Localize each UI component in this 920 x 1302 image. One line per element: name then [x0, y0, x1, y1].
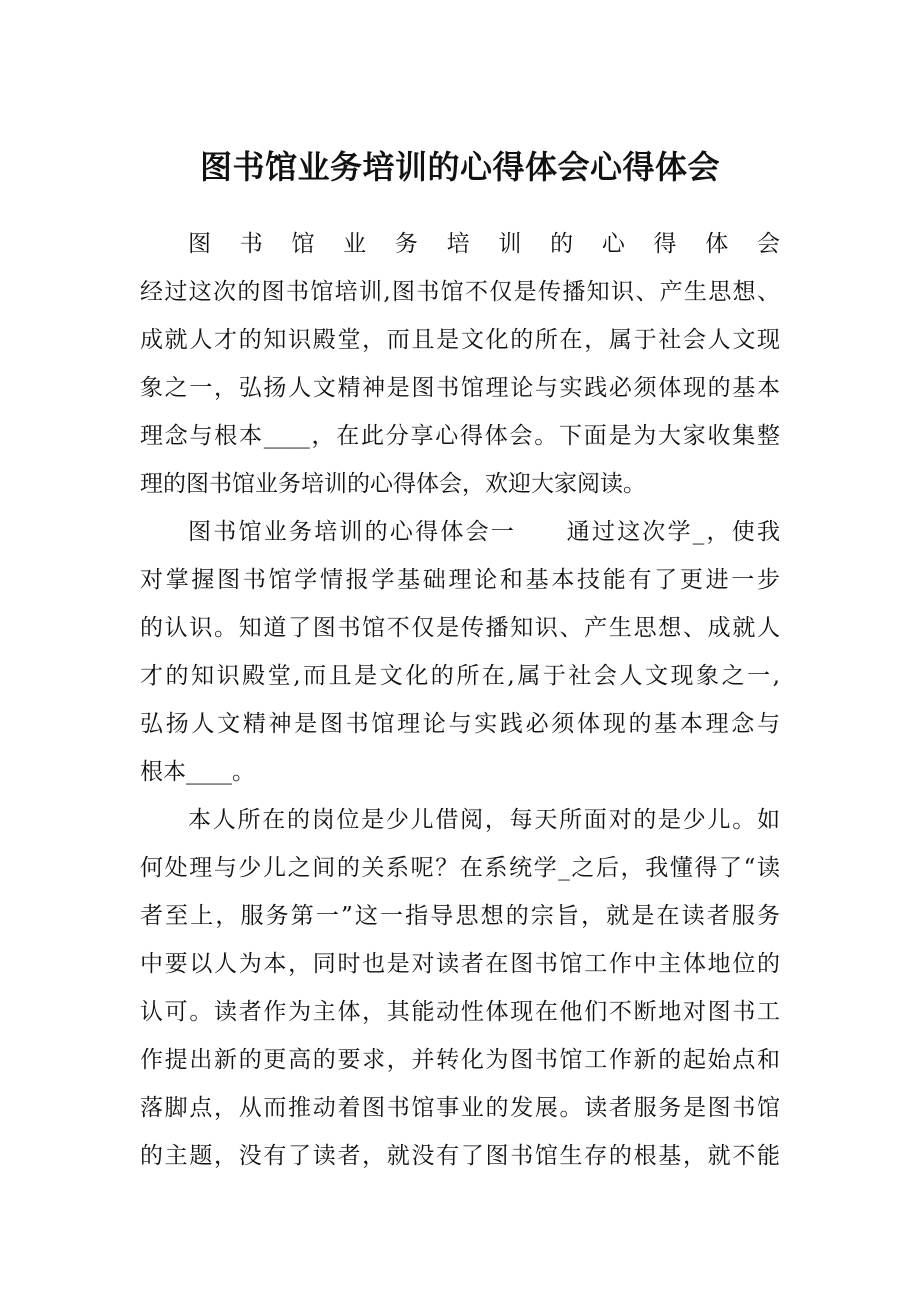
- body-line: 的主题，没有了读者，就没有了图书馆生存的根基，就不能: [140, 1143, 780, 1169]
- body-line: 图书馆业务培训的心得体会一 通过这次学_，使我: [188, 519, 780, 545]
- body-line: 才的知识殿堂,而且是文化的所在,属于社会人文现象之一,: [140, 663, 780, 689]
- body-line: 者至上，服务第一”这一指导思想的宗旨，就是在读者服务: [140, 903, 780, 929]
- body-line: 认可。读者作为主体，其能动性体现在他们不断地对图书工: [140, 999, 780, 1025]
- body-line: 理念与根本____，在此分享心得体会。下面是为大家收集整: [140, 423, 780, 449]
- body-line: 的认识。知道了图书馆不仅是传播知识、产生思想、成就人: [140, 615, 780, 641]
- body-line: 弘扬人文精神是图书馆理论与实践必须体现的基本理念与: [140, 711, 780, 737]
- body-line: 对掌握图书馆学情报学基础理论和基本技能有了更进一步: [140, 567, 780, 593]
- body-line: 何处理与少儿之间的关系呢？在系统学_之后，我懂得了“读: [140, 855, 780, 881]
- body-line: 象之一，弘扬人文精神是图书馆理论与实践必须体现的基本: [140, 375, 780, 401]
- document-body: [140, 220, 780, 1180]
- body-line: 落脚点，从而推动着图书馆事业的发展。读者服务是图书馆: [140, 1095, 780, 1121]
- body-line: 本人所在的岗位是少儿借阅，每天所面对的是少儿。如: [188, 807, 780, 833]
- body-line: 成就人才的知识殿堂，而且是文化的所在，属于社会人文现: [140, 327, 780, 353]
- document-title: 图书馆业务培训的心得体会心得体会: [199, 148, 720, 186]
- body-line: 经过这次的图书馆培训,图书馆不仅是传播知识、产生思想、: [140, 279, 780, 305]
- body-line: 图 书 馆 业 务 培 训 的 心 得 体 会: [188, 231, 780, 257]
- body-line: 作提出新的更高的要求，并转化为图书馆工作新的起始点和: [140, 1047, 780, 1073]
- body-line: 中要以人为本，同时也是对读者在图书馆工作中主体地位的: [140, 951, 780, 977]
- body-line: 理的图书馆业务培训的心得体会，欢迎大家阅读。: [140, 471, 646, 497]
- body-line: 根本____。: [140, 759, 255, 785]
